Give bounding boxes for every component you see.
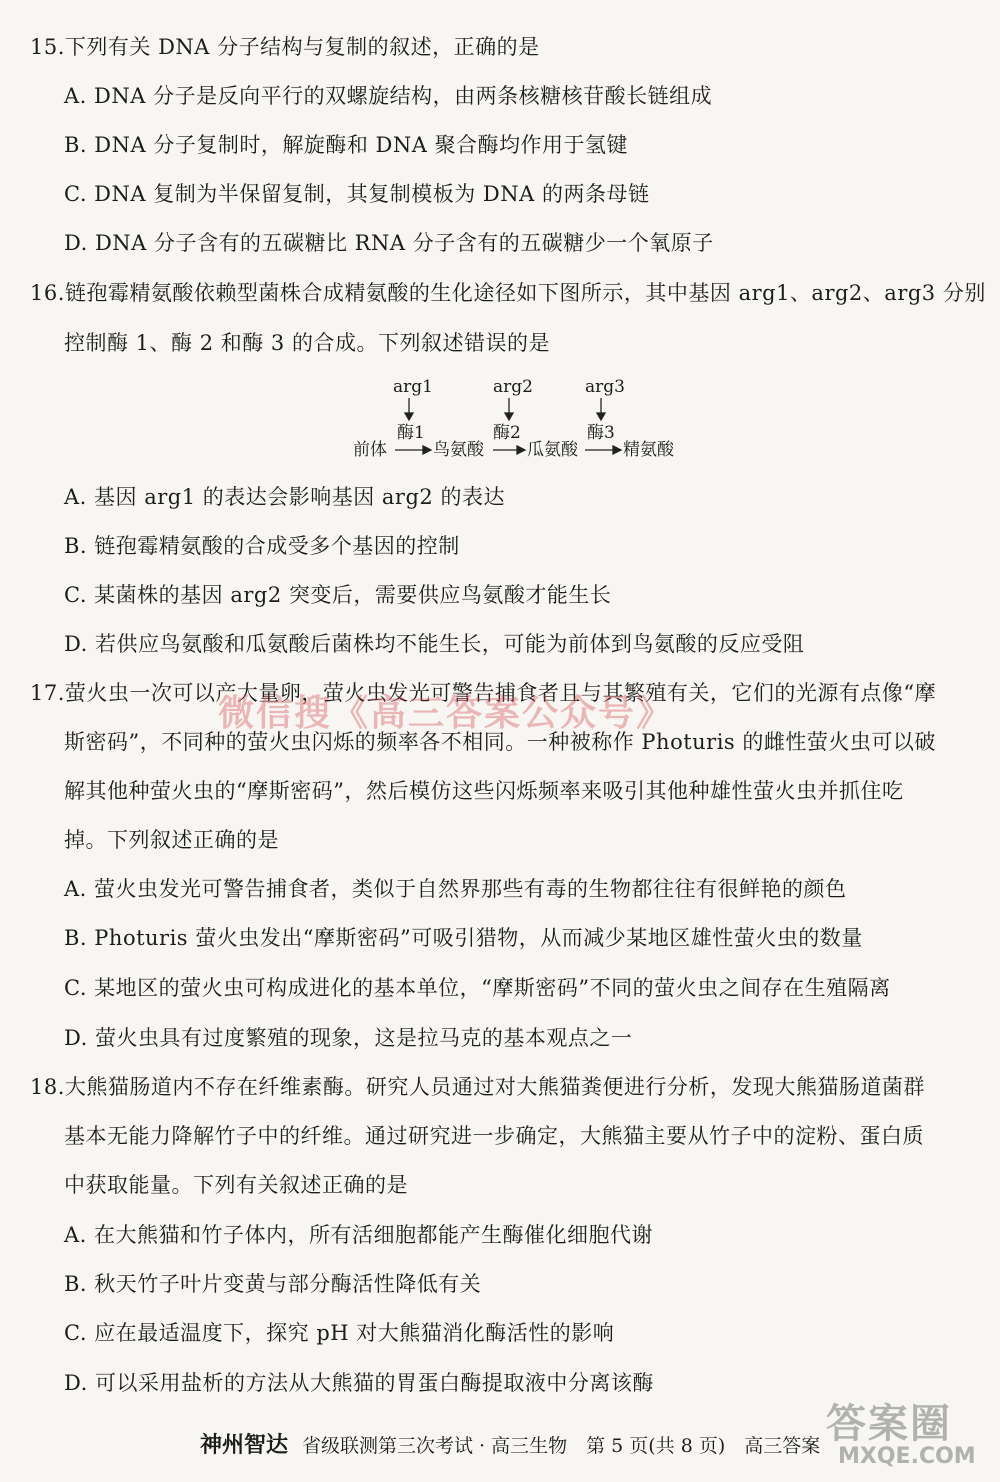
question-18-option-d: D. 可以采用盐析的方法从大熊猫的胃蛋白酶提取液中分离该酶 [64, 1371, 654, 1395]
question-18-option-b: B. 秋天竹子叶片变黄与部分酶活性降低有关 [64, 1272, 482, 1296]
gene-arg3: arg3 [585, 377, 625, 397]
gene-arg1: arg1 [393, 377, 433, 397]
gene-arg2: arg2 [493, 377, 533, 397]
question-18-stem-line-2: 基本无能力降解竹子中的纤维。通过研究进一步确定，大熊猫主要从竹子中的淀粉、蛋白质 [64, 1124, 924, 1148]
substance-ornithine: 鸟氨酸 [433, 440, 484, 460]
substance-precursor: 前体 [353, 440, 387, 460]
enzyme-2: 酶2 [493, 423, 521, 443]
question-17-stem-line-3: 解其他种萤火虫的“摩斯密码”，然后模仿这些闪烁频率来吸引其他种雄性萤火虫并抓住吃 [64, 779, 904, 803]
arginine-pathway-diagram [345, 372, 705, 468]
footer-text: 省级联测第三次考试 · 高三生物 第 5 页(共 8 页) 高三答案 [302, 1435, 821, 1457]
question-15-option-b: B. DNA 分子复制时，解旋酶和 DNA 聚合酶均作用于氢键 [64, 133, 629, 157]
question-16-option-a: A. 基因 arg1 的表达会影响基因 arg2 的表达 [64, 485, 505, 509]
question-17-option-d: D. 萤火虫具有过度繁殖的现象，这是拉马克的基本观点之一 [64, 1026, 633, 1050]
question-17-option-a: A. 萤火虫发光可警告捕食者，类似于自然界那些有毒的生物都往往有很鲜艳的颜色 [64, 877, 847, 901]
site-stamp [818, 1392, 994, 1478]
question-15-option-d: D. DNA 分子含有的五碳糖比 RNA 分子含有的五碳糖少一个氧原子 [64, 231, 714, 255]
question-18-stem-line-3: 中获取能量。下列有关叙述正确的是 [64, 1173, 408, 1197]
footer-brand: 神州智达 [200, 1432, 289, 1458]
question-18-stem-line-1: 18.大熊猫肠道内不存在纤维素酶。研究人员通过对大熊猫粪便进行分析，发现大熊猫肠道菌群 [30, 1075, 925, 1099]
enzyme-1: 酶1 [397, 423, 425, 443]
question-16-option-c: C. 某菌株的基因 arg2 突变后，需要供应鸟氨酸才能生长 [64, 583, 612, 607]
question-17-stem-line-4: 掉。下列叙述正确的是 [64, 828, 279, 852]
question-16-option-b: B. 链孢霉精氨酸的合成受多个基因的控制 [64, 534, 460, 558]
question-17-stem-line-1: 17.萤火虫一次可以产大量卵，萤火虫发光可警告捕食者且与其繁殖有关，它们的光源有点像“摩 [30, 681, 937, 705]
question-16-stem-line-2: 控制酶 1、酶 2 和酶 3 的合成。下列叙述错误的是 [64, 331, 550, 355]
stamp-url: MXQE.COM [838, 1444, 976, 1469]
question-15-option-c: C. DNA 复制为半保留复制，其复制模板为 DNA 的两条母链 [64, 182, 650, 206]
question-15-stem: 15.下列有关 DNA 分子结构与复制的叙述，正确的是 [30, 35, 540, 59]
page-footer [200, 1432, 820, 1459]
question-17-option-b: B. Photuris 萤火虫发出“摩斯密码”可吸引猎物，从而减少某地区雄性萤火虫的数量 [64, 926, 863, 950]
question-16-stem-line-1: 16.链孢霉精氨酸依赖型菌株合成精氨酸的生化途径如下图所示，其中基因 arg1、arg2、arg3 分别 [30, 281, 986, 305]
question-17-stem-line-2: 斯密码”，不同种的萤火虫闪烁的频率各不相同。一种被称作 Photuris 的雌性萤火虫可以破 [64, 730, 936, 754]
substance-citrulline: 瓜氨酸 [527, 440, 578, 460]
question-18-option-c: C. 应在最适温度下，探究 pH 对大熊猫消化酶活性的影响 [64, 1321, 615, 1345]
watermark: 微信搜《高三答案公众号》 [218, 693, 675, 734]
enzyme-3: 酶3 [587, 423, 615, 443]
substance-arginine: 精氨酸 [623, 440, 674, 460]
question-16-option-d: D. 若供应鸟氨酸和瓜氨酸后菌株均不能生长，可能为前体到鸟氨酸的反应受阻 [64, 632, 805, 656]
stamp-title: 答案圈 [826, 1401, 952, 1447]
question-15-option-a: A. DNA 分子是反向平行的双螺旋结构，由两条核糖核苷酸长链组成 [64, 84, 713, 108]
question-17-option-c: C. 某地区的萤火虫可构成进化的基本单位，“摩斯密码”不同的萤火虫之间存在生殖隔离 [64, 976, 891, 1000]
question-18-option-a: A. 在大熊猫和竹子体内，所有活细胞都能产生酶催化细胞代谢 [64, 1223, 654, 1247]
